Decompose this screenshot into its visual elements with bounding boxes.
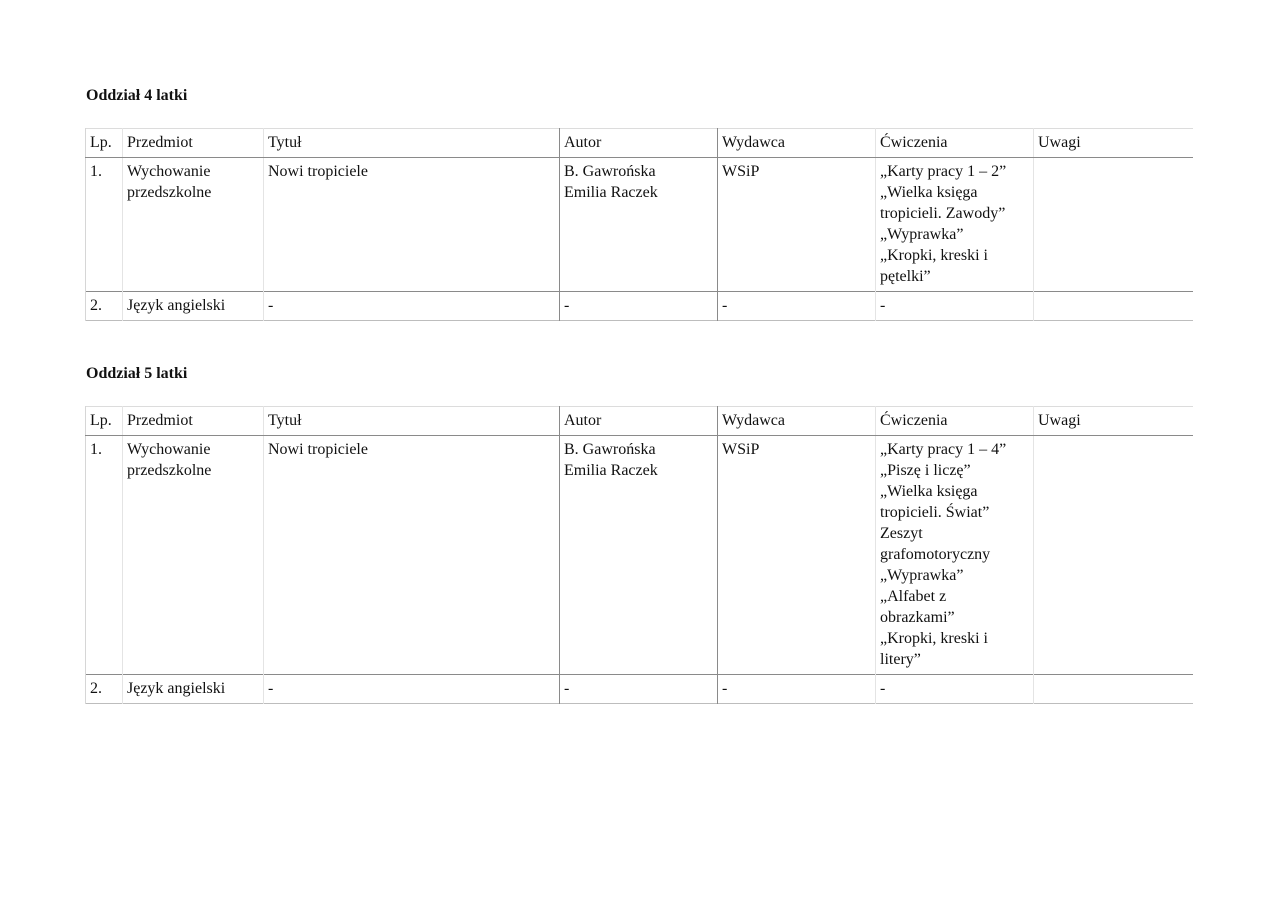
cell-subject <box>123 675 264 704</box>
table-row <box>86 292 1193 321</box>
author-line: - <box>564 297 570 314</box>
subject-line: Język angielski <box>127 297 226 314</box>
subject-line: przedszkolne <box>127 462 212 479</box>
exercise-line: „Karty pracy 1 – 4” <box>880 441 1007 458</box>
header-exercises: Ćwiczenia <box>876 407 1034 436</box>
exercise-line: „Kropki, kreski i <box>880 247 988 264</box>
cell-exercises <box>876 675 1034 704</box>
header-subject: Przedmiot <box>123 129 264 158</box>
cell-subject <box>123 436 264 675</box>
exercise-line: „Karty pracy 1 – 2” <box>880 163 1007 180</box>
cell-lp: 1. <box>86 158 123 292</box>
exercise-line: grafomotoryczny <box>880 546 991 563</box>
exercise-line: „Wielka księga <box>880 184 978 201</box>
cell-notes <box>1034 292 1193 321</box>
booklist-table <box>85 128 1193 321</box>
section-heading: Oddział 5 latki <box>86 365 188 382</box>
header-lp: Lp. <box>86 407 123 436</box>
cell-publisher: - <box>718 292 876 321</box>
exercise-line: „Alfabet z <box>880 588 947 605</box>
cell-title: - <box>264 292 560 321</box>
cell-title: Nowi tropiciele <box>264 158 560 292</box>
author-line: B. Gawrońska <box>564 163 656 180</box>
cell-publisher: - <box>718 675 876 704</box>
header-notes: Uwagi <box>1034 407 1193 436</box>
exercise-line: tropicieli. Świat” <box>880 504 990 521</box>
exercise-line: tropicieli. Zawody” <box>880 205 1006 222</box>
cell-title: Nowi tropiciele <box>264 436 560 675</box>
cell-lp: 2. <box>86 292 123 321</box>
exercise-line: pętelki” <box>880 268 931 285</box>
exercise-line: „Kropki, kreski i <box>880 630 988 647</box>
author-line: - <box>564 680 570 697</box>
cell-exercises <box>876 158 1034 292</box>
cell-author <box>560 158 718 292</box>
exercise-line: „Wielka księga <box>880 483 978 500</box>
header-title: Tytuł <box>264 407 560 436</box>
table-row <box>86 158 1193 292</box>
header-subject: Przedmiot <box>123 407 264 436</box>
header-publisher: Wydawca <box>718 407 876 436</box>
exercise-line: - <box>880 680 886 697</box>
exercise-line: litery” <box>880 651 921 668</box>
cell-notes <box>1034 158 1193 292</box>
booklist-table <box>85 406 1193 704</box>
cell-notes <box>1034 436 1193 675</box>
subject-line: Wychowanie <box>127 163 211 180</box>
author-line: Emilia Raczek <box>564 184 658 201</box>
section-4-latki <box>85 85 1192 321</box>
cell-lp: 2. <box>86 675 123 704</box>
exercise-line: obrazkami” <box>880 609 955 626</box>
cell-lp: 1. <box>86 436 123 675</box>
cell-publisher: WSiP <box>718 436 876 675</box>
header-publisher: Wydawca <box>718 129 876 158</box>
table-header-row <box>86 129 1193 158</box>
exercise-line: „Wyprawka” <box>880 567 964 584</box>
author-line: B. Gawrońska <box>564 441 656 458</box>
cell-exercises <box>876 436 1034 675</box>
subject-line: Wychowanie <box>127 441 211 458</box>
header-author: Autor <box>560 129 718 158</box>
subject-line: Język angielski <box>127 680 226 697</box>
section-5-latki <box>85 363 1192 704</box>
table-row <box>86 436 1193 675</box>
header-author: Autor <box>560 407 718 436</box>
header-lp: Lp. <box>86 129 123 158</box>
cell-publisher: WSiP <box>718 158 876 292</box>
cell-author <box>560 292 718 321</box>
exercise-line: „Piszę i liczę” <box>880 462 971 479</box>
exercise-line: „Wyprawka” <box>880 226 964 243</box>
exercise-line: Zeszyt <box>880 525 923 542</box>
header-notes: Uwagi <box>1034 129 1193 158</box>
cell-exercises <box>876 292 1034 321</box>
header-exercises: Ćwiczenia <box>876 129 1034 158</box>
cell-subject <box>123 158 264 292</box>
table-row <box>86 675 1193 704</box>
cell-author <box>560 436 718 675</box>
cell-title: - <box>264 675 560 704</box>
exercise-line: - <box>880 297 886 314</box>
table-header-row <box>86 407 1193 436</box>
subject-line: przedszkolne <box>127 184 212 201</box>
cell-subject <box>123 292 264 321</box>
author-line: Emilia Raczek <box>564 462 658 479</box>
section-heading: Oddział 4 latki <box>86 87 188 104</box>
cell-author <box>560 675 718 704</box>
header-title: Tytuł <box>264 129 560 158</box>
cell-notes <box>1034 675 1193 704</box>
